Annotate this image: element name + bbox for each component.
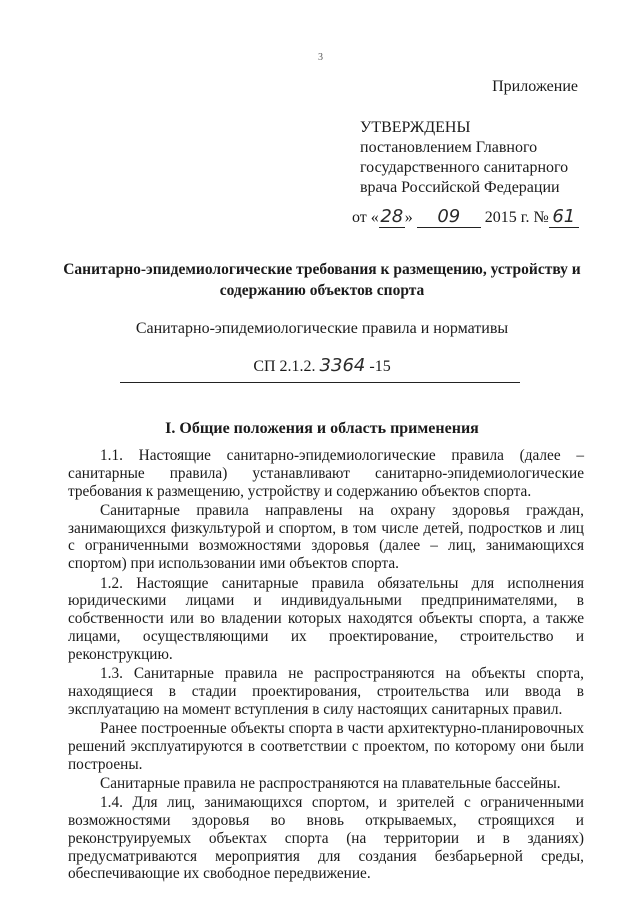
page-number: 3 <box>318 52 323 63</box>
document-body <box>68 447 584 885</box>
approval-line: постановлением Главного <box>360 139 538 156</box>
paragraph: Ранее построенные объекты спорта в части архитектурно-планировочных решений эксплуатируются в соответствии с проектом, по которому они были построены. <box>68 719 584 773</box>
title-line: содержанию объектов спорта <box>219 282 425 299</box>
approval-block <box>360 118 568 198</box>
paragraph: 1.3. Санитарные правила не распространяются на объекты спорта, находящиеся в стадии проектирования, строительства или ввода в эксплуатацию на момент вступления в силу настоящих санитарных правил. <box>68 665 584 718</box>
approval-title: УТВЕРЖДЕНЫ <box>360 119 471 136</box>
code-number: 3364 <box>319 355 366 376</box>
date-month: 09 <box>417 206 481 228</box>
approval-line: государственного санитарного <box>360 159 569 176</box>
rules-code <box>62 355 582 376</box>
document-subtitle: Санитарно-эпидемиологические правила и нормативы <box>135 320 509 337</box>
decree-date-line <box>352 206 579 228</box>
date-prefix: от « <box>352 209 379 226</box>
paragraph: 1.2. Настоящие санитарные правила обязательны для исполнения юридическими лицами и индивидуальными предпринимателями, в собственности или во владении которых находятся объекты спорта, а также лицами, осуществляющими их проектирование, строительство и реконструкцию. <box>68 574 584 663</box>
number-label: № <box>533 209 549 226</box>
code-prefix: СП 2.1.2. <box>253 358 316 375</box>
paragraph: 1.4. Для лиц, занимающихся спортом, и зрителей с ограниченными возможностями здоровья во вновь открываемых, строящихся и реконструируемых объектах спорта (на территории и в зданиях) предусматриваются мероприятия для создания безбарьерной среды, обеспечивающие их свободное передвижение. <box>68 794 584 883</box>
date-quote-close: » <box>404 209 413 226</box>
paragraph: Санитарные правила не распространяются на плавательные бассейны. <box>100 774 561 792</box>
appendix-label: Приложение <box>492 78 578 95</box>
decree-number: 61 <box>549 206 579 228</box>
section-heading: I. Общие положения и область применения <box>165 420 479 437</box>
date-year: 2015 г. <box>484 209 530 226</box>
document-title <box>62 259 582 301</box>
paragraph: 1.1. Настоящие санитарно-эпидемиологические правила (далее – санитарные правила) устанавливают санитарно-эпидемиологические требования к размещению, устройству и содержанию объектов спорта. <box>68 447 584 500</box>
date-day: 28 <box>380 206 404 227</box>
divider <box>120 382 520 383</box>
code-suffix: -15 <box>369 358 391 375</box>
approval-line: врача Российской Федерации <box>360 179 560 196</box>
paragraph: Санитарные правила направлены на охрану здоровья граждан, занимающихся физкультурой и спортом, в том числе детей, подростков и лиц с ограниченными возможностями здоровья (далее – лиц, занимающихся спортом) при использовании ими объектов спорта. <box>68 501 584 573</box>
title-line: Санитарно-эпидемиологические требования к размещению, устройству и <box>63 261 581 278</box>
